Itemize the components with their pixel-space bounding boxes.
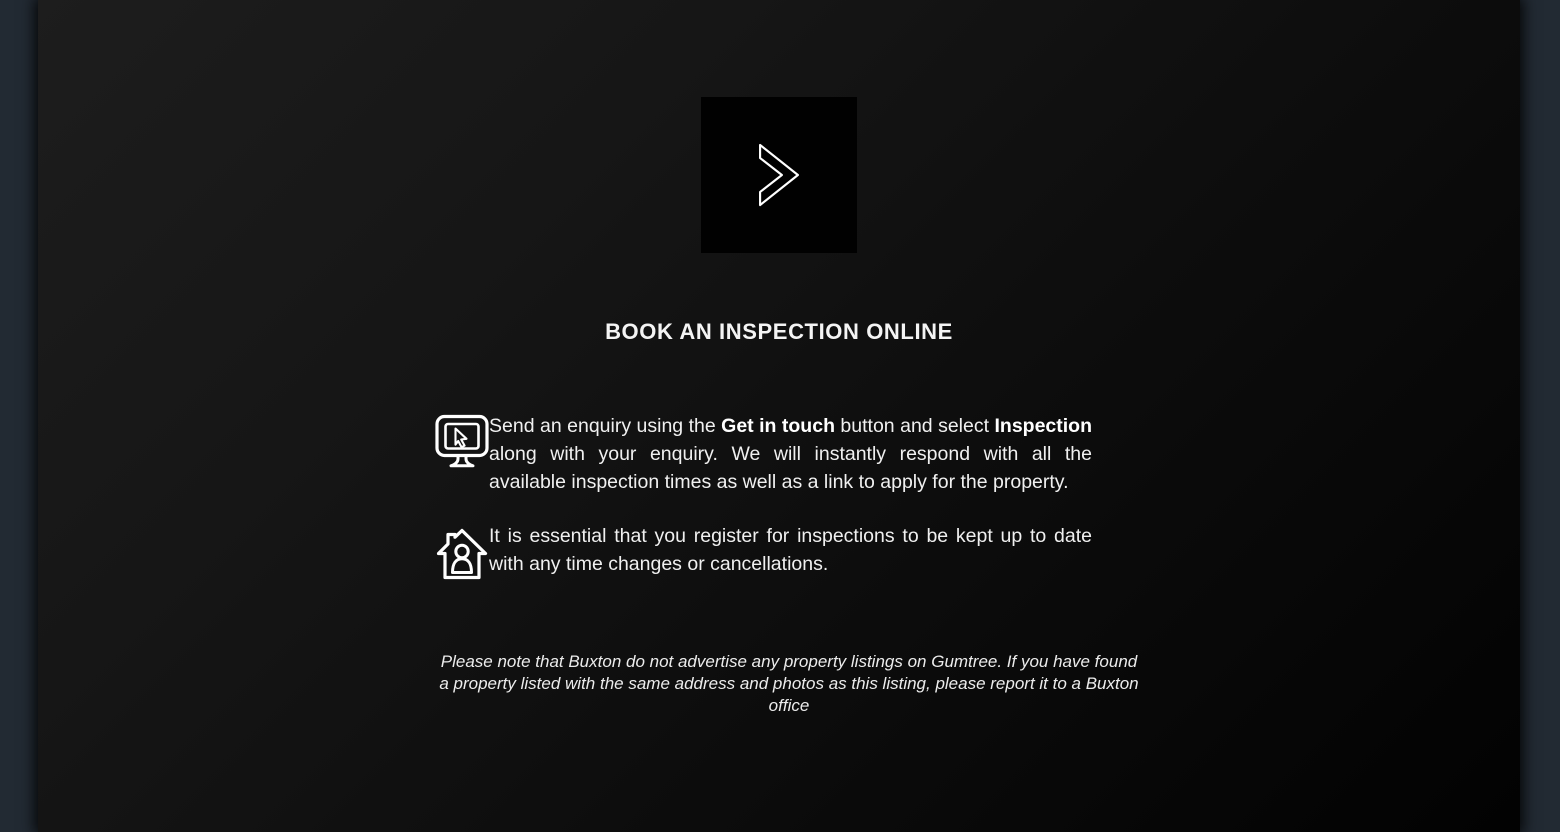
register-section <box>435 522 1123 587</box>
chevron-right-logo-icon <box>758 143 800 207</box>
get-in-touch-label: Get in touch <box>721 415 835 437</box>
house-person-icon <box>435 524 489 587</box>
inspection-info-slide <box>38 0 1520 832</box>
gumtree-disclaimer-note: Please note that Buxton do not advertise any property listings on Gumtree. If you have found a property listed with the same address and photos as this listing, please report it to a Buxton office <box>439 652 1139 715</box>
enquiry-section <box>435 412 1123 496</box>
brand-logo-box <box>701 97 857 253</box>
text-segment: button and select <box>834 415 995 437</box>
text-segment: Send an enquiry using the <box>489 415 722 437</box>
register-paragraph <box>489 522 1092 578</box>
text-segment: It is essential that you register for inspections to be kept up to date with any time changes or cancellations. <box>489 525 1092 575</box>
text-segment: along with your enquiry. We will instantly respond with all the available inspection times as well as a link to apply for the property. <box>489 443 1092 493</box>
enquiry-paragraph <box>489 412 1092 496</box>
monitor-cursor-icon <box>435 414 489 475</box>
page-title: BOOK AN INSPECTION ONLINE <box>605 319 953 344</box>
inspection-label: Inspection <box>994 415 1092 437</box>
info-sections <box>435 412 1123 587</box>
